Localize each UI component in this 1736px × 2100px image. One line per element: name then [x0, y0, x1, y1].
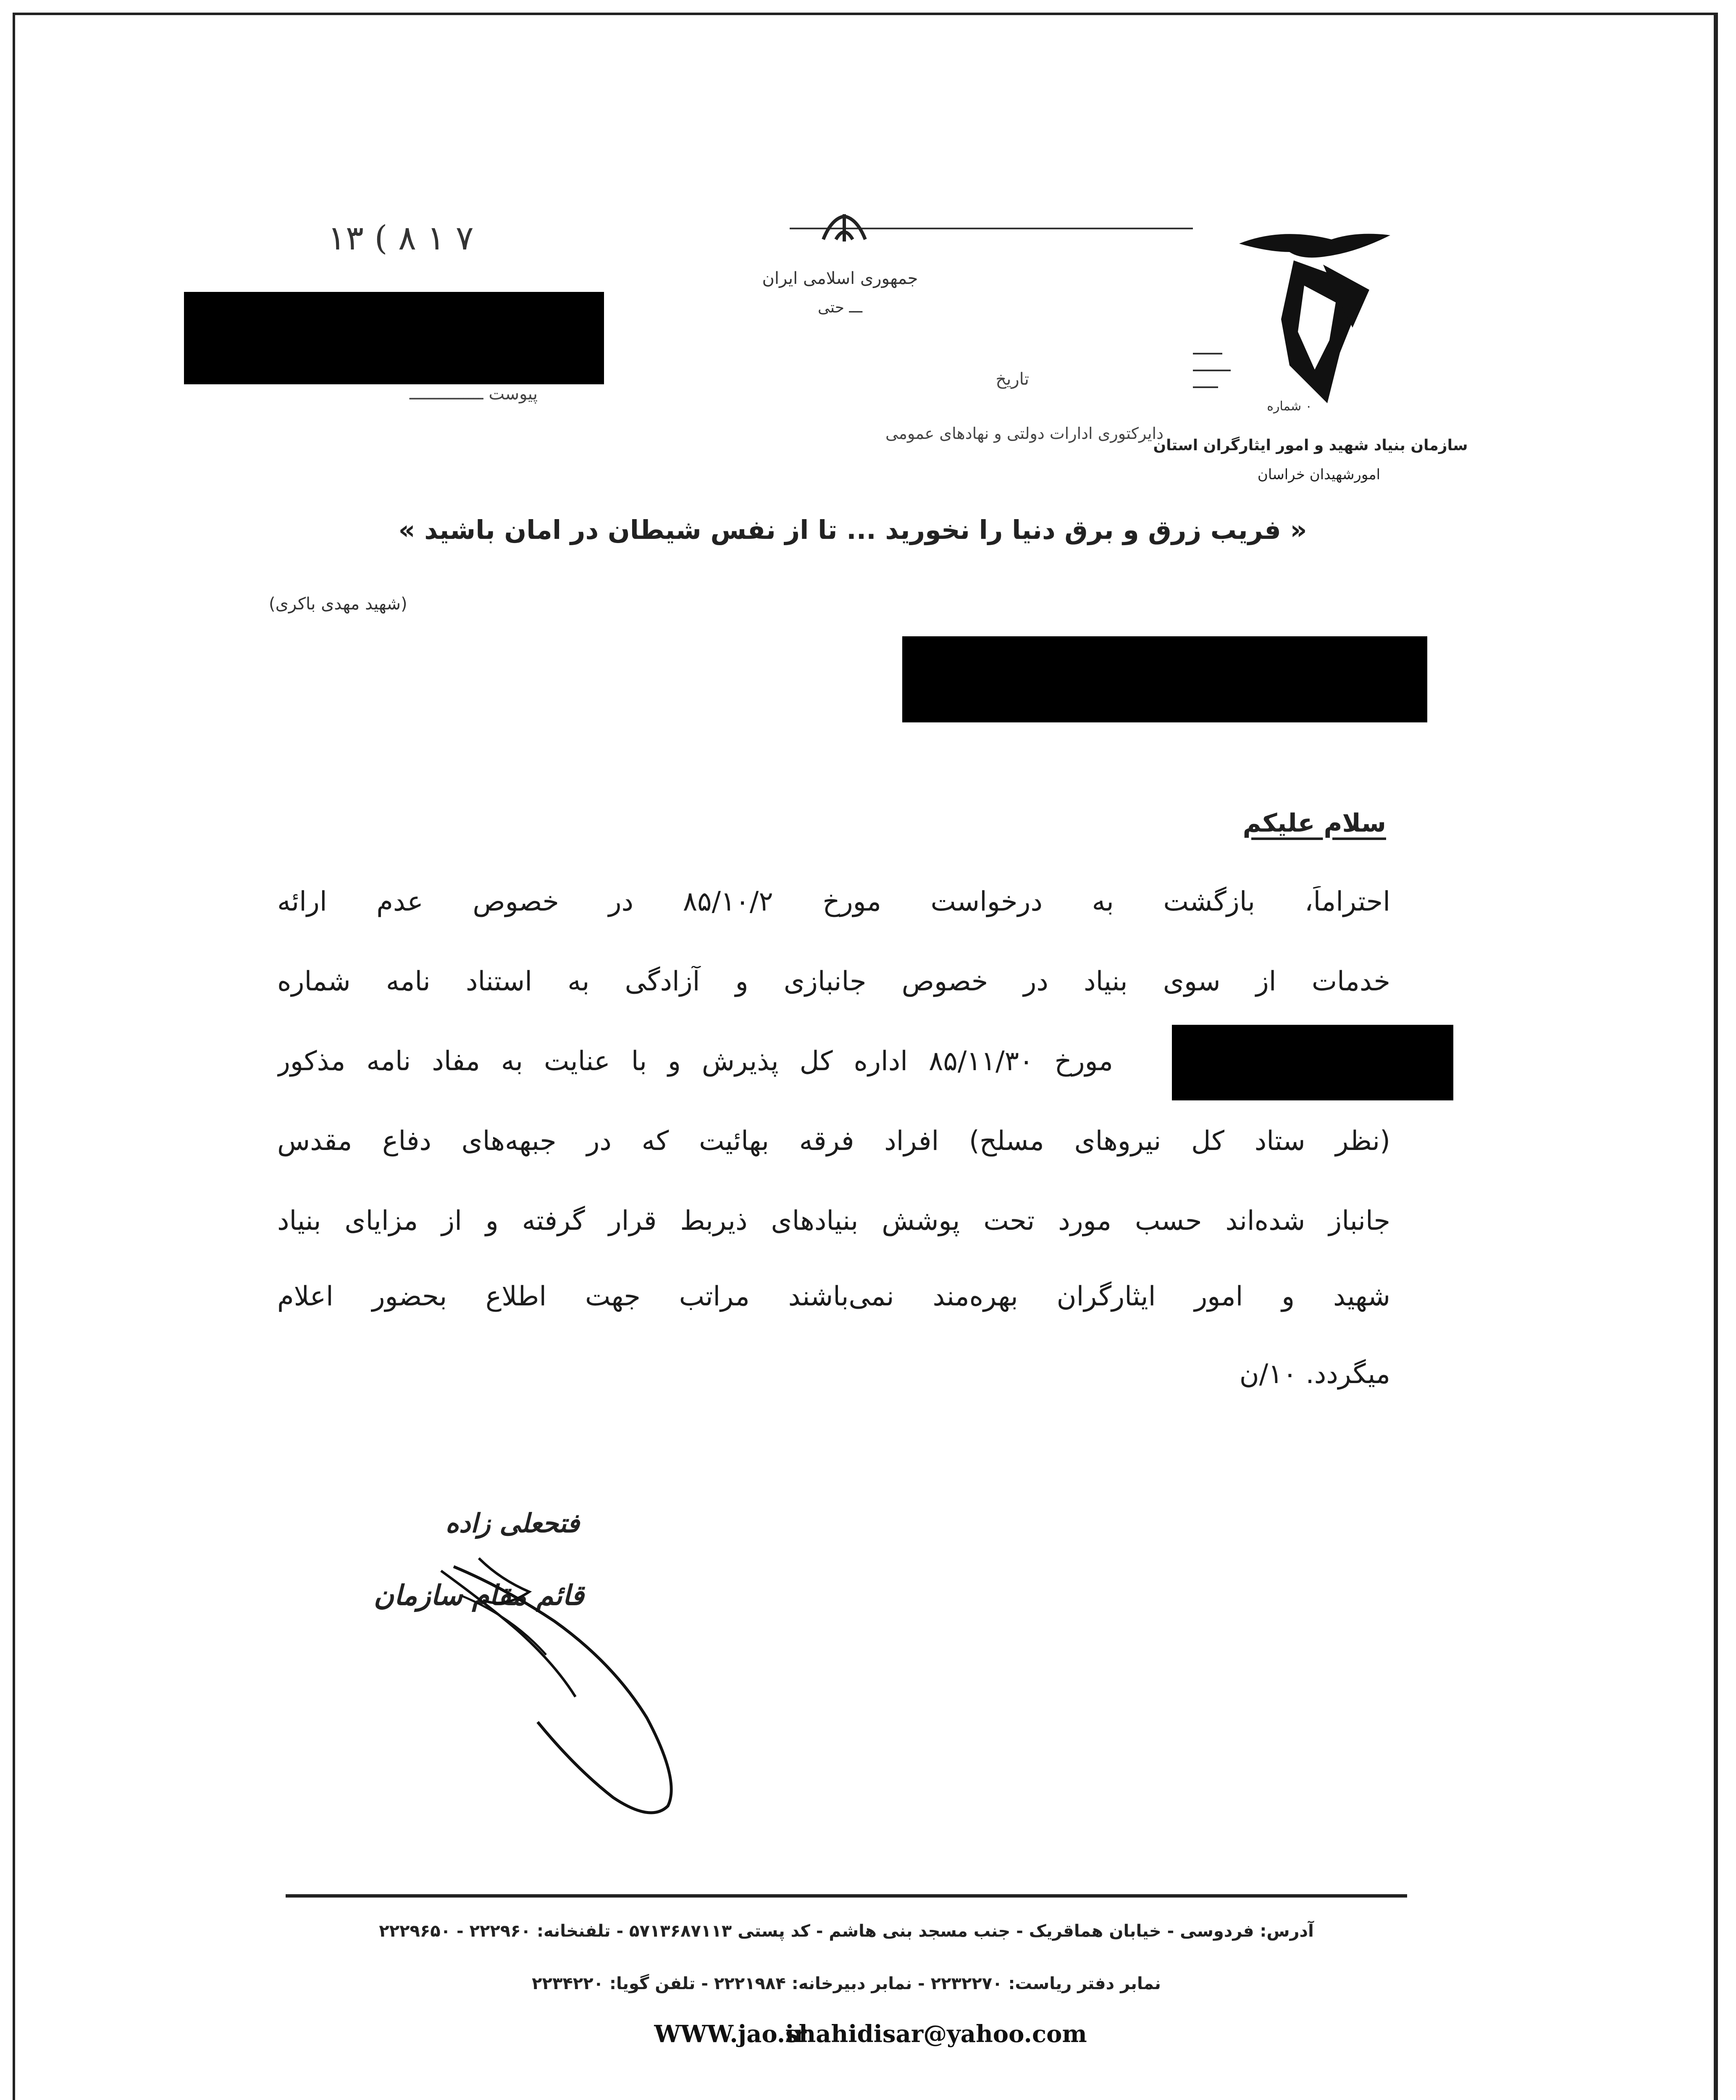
quote-text: « فریب زرق و برق دنیا را نخورید ... تا از نفس شیطان در امان باشید »	[398, 514, 1307, 545]
republic-title: جمهوری اسلامی ایران	[762, 269, 918, 288]
attachment-label: پیوست ـــــــــــــــ	[409, 384, 538, 404]
body-line: (نظر ستاد کل نیروهای مسلح) افراد فرقه بهائیت که در جبهه‌های دفاع مقدس	[277, 1126, 1390, 1157]
signatory-title: قائم مقام سازمان	[373, 1579, 584, 1612]
body-line: احتراماً، بازگشت به درخواست مورخ ۸۵/۱۰/۲ در خصوص عدم ارائه	[277, 886, 1390, 917]
organization-subtitle: امورشهیدان خراسان	[1257, 466, 1381, 483]
logo-caption: ۰ شماره	[1267, 399, 1312, 414]
footer-website: WWW.jao.ir	[654, 2020, 806, 2048]
department-line: دایرکتوری ادارات دولتی و نهادهای عمومی	[885, 424, 1163, 443]
body-line	[277, 1205, 1390, 1236]
date-label: تاریخ	[995, 370, 1029, 389]
redaction-block	[184, 292, 604, 384]
footer-fax: نمابر دفتر ریاست: ۲۲۳۲۲۷۰ - نمابر دبیرخانه: ۲۲۲۱۹۸۴ - تلفن گویا: ۲۲۳۴۲۲۰	[532, 1974, 1161, 1993]
body-line-last: میگردد. ۱۰/ن	[1239, 1359, 1390, 1390]
body-line: شهید و امور ایثارگران بهره‌مند نمی‌باشند مراتب جهت اطلاع بحضور اعلام	[277, 1281, 1390, 1312]
quote-author: (شهید مهدی باکری)	[269, 594, 407, 614]
handwritten-signature-icon	[378, 1520, 756, 1848]
foundation-logo-icon	[1231, 227, 1399, 428]
footer-rule	[286, 1894, 1407, 1898]
redaction-block	[902, 636, 1427, 722]
body-line: خدمات از سوی بنیاد در خصوص جانبازی و آزادگی به استناد نامه شماره	[277, 966, 1390, 997]
redaction-block	[1172, 1025, 1453, 1100]
organization-name: سازمان بنیاد شهید و امور ایثارگران استان	[1153, 437, 1468, 454]
republic-emblem-icon	[806, 210, 882, 248]
footer-address: آدرس: فردوسی - خیابان هماقریک - جنب مسجد بنی هاشم - کد پستی ۵۷۱۳۶۸۷۱۱۳ - تلفنخانه: ۲۲۲۹۶۰ - ۲۲۲۹۶۵۰	[379, 1922, 1314, 1941]
body-line: مورخ ۸۵/۱۱/۳۰ اداره کل پذیرش و با عنایت به مفاد نامه مذکور	[277, 1046, 1113, 1077]
salutation: سلام علیکم	[1242, 808, 1386, 838]
logo-side-marks	[1193, 344, 1243, 388]
header-section: ـــ حتی	[817, 299, 863, 316]
signatory-name: فتحعلی زاده	[445, 1508, 580, 1538]
footer-email: shahidisar@yahoo.com	[785, 2020, 1087, 2048]
body-line-text: جانباز شده‌اند حسب مورد تحت پوشش بنیادهای ذیربط قرار گرفته و از مزایای بنیاد	[277, 1205, 1390, 1236]
letter-number: ۱۳ ( ۸ ۱ ۷	[328, 218, 474, 257]
